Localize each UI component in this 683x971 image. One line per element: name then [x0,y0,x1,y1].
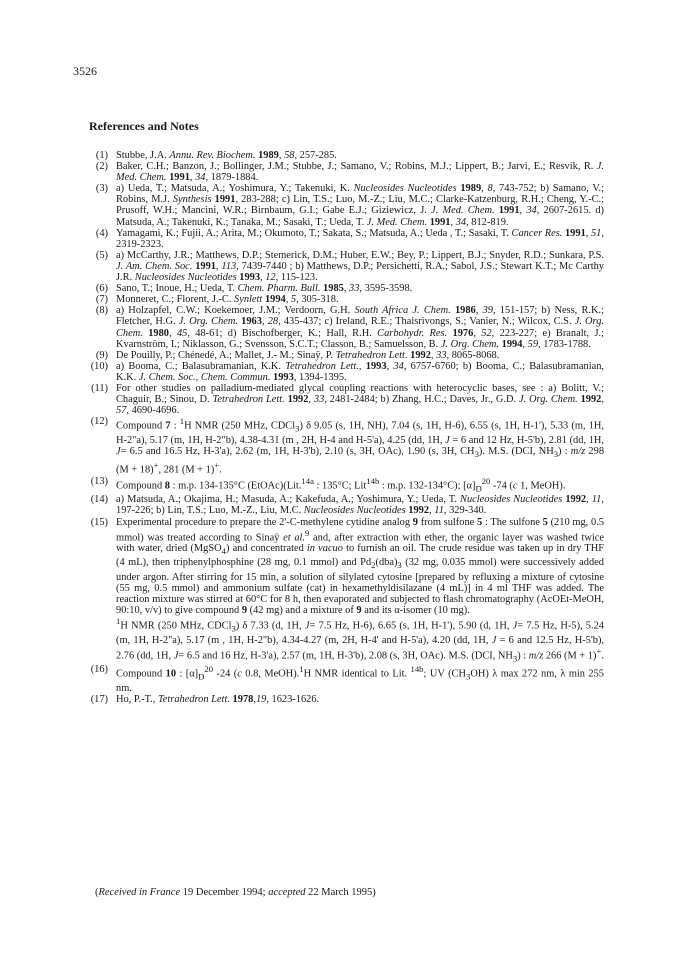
reference-item [89,476,604,495]
reference-paragraph: a) Holzapfel, C.W.; Koekemoer, J.M.; Verdoorn, G.H. South Africa J. Chem. 1986, 39, 151-157; b) Ness, R.K.; Fletcher, H.G. J. Org. Chem. 1963, 28, 435-437; c) Ireland, R.E.; Thaisrivongs, S.; Vanier, N.; Wilcox, C.S. J. Org. Chem. 1980, 45, 48-61; d) Bischofberger, K.; Hall, R.H. Carbohydr. Res. 1976, 52, 223-227; e) Branalt, J.; Kvarnström, I.; Niklasson, G.; Svensson, S.C.T.; Classon, B.; Samuelsson, B. J. Org. Chem. 1994, 59, 1783-1788. [116,305,605,350]
reference-text [116,350,604,361]
reference-text [116,183,604,227]
reference-paragraph: a) Booma, C.; Balasubramanian, K.K. Tetrahedron Lett., 1993, 34, 6757-6760; b) Booma, C.; Balasubramanian, K.K. J. Chem. Soc., Chem. Commun. 1993, 1394-1395. [116,360,604,383]
reference-paragraph: Sano, T.; Inoue, H.; Ueda, T. Chem. Pharm. Bull. 1985, 33, 3595-3598. [116,283,413,295]
reference-paragraph: Monneret, C.; Florent, J.-C. Synlett 1994, 5, 305-318. [116,294,339,306]
section-heading: References and Notes [89,119,199,133]
reference-item [89,283,604,294]
reference-text [116,150,604,161]
reference-number: (14) [90,494,108,506]
reference-item [89,517,604,665]
reference-text [116,416,604,475]
reference-paragraph: a) McCarthy, J.R.; Matthews, D.P.; Stemerick, D.M.; Huber, E.W.; Bey, P.; Lippert, B.J.; Snyder, R.D.; Sunkara, P.S. J. Am. Chem. Soc. 1991, 113, 7439-7440 ; b) Matthews, D.P.; Persichetti, R.A.; Sabol, J.S.; Stewart K.T.; Mc Carthy J.R. Nucleosides Nucleotides 1993, 12, 115-123. [116,249,604,284]
reference-item [89,383,604,416]
reference-item [89,294,604,305]
reference-number: (2) [95,161,108,173]
reference-text [116,305,604,349]
reference-text [116,494,604,516]
reference-paragraph: Experimental procedure to prepare the 2'-C-methylene cytidine analog 9 from sulfone 5 : The sulfone 5 (210 mg, 0.5 mmol) was treated according to Sinaÿ et al.$^9$ and, after extraction with ether, the organic layer was washed twice with water, dried (MgSO$_4$) and concentrated in vacuo to furnish an oil. The crude residue was taken up in dry THF (4 mL), then triphenylphosphine (28 mg, 0.1 mmol) and $Pd_2(dba)_3$ (32 mg, 0.035 mmol) were successively added under argon. After stirring for 15 min, a solution of silylated cytosine [prepared by refluxing a mixture of cytosine (55 mg, 0.5 mmol) and ammonium sulfate (cat) in hexamethyldisilazane (4 mL)] in 4 ml THF was added. The reaction mixture was stirred at 60°C for 8 h, then evaporated and subjected to flash chromatography (AcOEt-MeOH, 90:10, v/v) to give compound 9 (42 mg) and a mixture of 9 and its α-isomer (10 mg). [116,516,604,616]
reference-text [116,161,604,183]
page-number: 3526 [73,64,97,78]
reference-item [89,664,604,694]
reference-text [116,383,604,416]
reference-item [89,161,604,183]
reference-paragraph: Baker, C.H.; Banzon, J.; Bollinger, J.M.; Stubbe, J.; Samano, V.; Robins, M.J.; Lippert, B.; Jarvi, E.; Resvik, R. J. Med. Chem. 1991, 34, 1879-1884. [116,161,604,184]
reference-text [116,283,604,294]
reference-paragraph: De Pouilly, P.; Chénedé, A.; Mallet, J.- M.; Sinaÿ, P. Tetrahedron Lett. 1992, 33, 8065-8068. [116,349,500,361]
reference-number: (1) [95,150,108,161]
reference-item [89,250,604,283]
reference-item [89,361,604,383]
reference-number: (6) [95,283,108,295]
reference-text [116,294,604,305]
reference-number: (15) [90,516,108,528]
reference-number: (12) [90,416,108,428]
reference-paragraph: Compound 10 : $[\alpha]_D^{20}$ -24 (c 0.8, MeOH).$^1$H NMR identical to Lit. $^{14b}$; UV $(CH_3OH)$ λ max 272 nm, λ min 255 nm. [116,664,604,694]
reference-number: (9) [95,349,108,361]
reference-number: (7) [95,294,108,306]
reference-number: (4) [95,227,108,239]
reference-paragraph: Yamagami, K.; Fujii, A.; Arita, M.; Okumoto, T.; Sakata, S.; Matsuda, A.; Ueda , T.; Sasaki, T. Cancer Res. 1991, 51, 2319-2323. [116,227,604,250]
reference-number: (17) [90,694,108,706]
reference-text [116,250,604,283]
reference-item [89,305,604,349]
reference-item [89,150,604,161]
reference-paragraph: Compound 8 : m.p. 134-135°C (EtOAc)(Lit.$^{14a}$ : 135°C; Lit$^{14b}$ : m.p. 132-134°C); $[\alpha]_D^{20}$ -74 (c 1, MeOH). [116,475,566,494]
reference-paragraph: a) Matsuda, A.; Okajima, H.; Masuda, A.; Kakefuda, A.; Yoshimura, Y.; Ueda, T. Nucleosides Nucleotides 1992, 11, 197-226; b) Lin, T.S.; Luo, M.-Z., Liu, M.C. Nucleosides Nucleotides 1992, 11, 329-340. [116,494,604,517]
reference-item [89,350,604,361]
reference-item [89,494,604,516]
reference-paragraph: Stubbe, J.A. Annu. Rev. Biochem. 1989, 58, 257-285. [116,150,337,161]
reference-paragraph: $^1$H NMR (250 MHz, CDCl$_3$) δ 7.33 (d, 1H, J= 7.5 Hz, H-6), 6.65 (s, 1H, H-1'), 5.90 (d, 1H, J= 7.5 Hz, H-5), 5.24 (m, 1H, H-2"a), 5.17 (m , 1H, H-2"b), 4.34-4.27 (m, 2H, H-4' and H-5'a), 4.20 (dd, 1H, J = 6 and 12.5 Hz, H-5'b), 2.76 (dd, 1H, J= 6.5 and 16 Hz, H-3'a), 2.57 (m, 1H, H-3'b), 2.08 (s, 3H, OAc). M.S. (DCI, $NH_3$) : m/z 266 (M + 1)+. [116,615,604,664]
reference-text [116,517,604,665]
reference-text [116,664,604,694]
reference-item [89,228,604,250]
reference-item [89,416,604,475]
reference-number: (11) [91,382,108,394]
reference-number: (10) [90,360,108,372]
reference-number: (16) [90,664,108,676]
reference-text [116,476,604,495]
reference-paragraph: For other studies on palladium-mediated glycal coupling reactions with heterocyclic bases, see : a) Bolitt, V.; Chaguir, B.; Sinou, D. Tetrahedron Lett. 1992, 33, 2481-2484; b) Zhang, H.C.; Daves, Jr., G.D. J. Org. Chem. 1992, 57, 4690-4696. [116,382,604,417]
reference-number: (3) [95,183,108,195]
reference-paragraph: Compound 7 : $^1$H NMR (250 MHz, CDCl$_3$) δ 9.05 (s, 1H, NH), 7.04 (s, 1H, H-6), 6.55 (s, 1H, H-1'), 5.33 (m, 1H, H-2"a), 5.17 (m, 1H, H-2"b), 4.38-4.31 (m , 2H, H-4 and H-5'a), 4.25 (dd, 1H, J = 6 and 12 Hz, H-5'b), 2.81 (dd, 1H, J= 6.5 and 16.5 Hz, H-3'a), 2.62 (m, 1H, H-3'b), 2.10 (s, 3H, OAc), 1.90 (s, 3H, $CH_3$). M.S. (DCI, $NH_3$) : m/z 298 (M + 18)+, 281 (M + 1)+. [116,416,605,476]
reference-text [116,361,604,383]
reference-item [89,694,604,705]
reference-paragraph: Ho, P.-T., Tetrahedron Lett. 1978,19, 1623-1626. [116,694,320,706]
reference-text [116,694,604,705]
reference-number: (13) [90,475,108,487]
reference-number: (8) [95,305,108,317]
reference-list [89,150,604,705]
received-accepted-note: (Received in France 19 December 1994; accepted 22 March 1995) [95,887,376,898]
reference-number: (5) [95,249,108,261]
reference-paragraph: a) Ueda, T.; Matsuda, A.; Yoshimura, Y.; Takenuki, K. Nucleosides Nucleotides 1989, 8, 743-752; b) Samano, V.; Robins, M.J. Synthesis 1991, 283-288; c) Lin, T.S.; Luo, M.-Z.; Liu, M.C.; Clarke-Katzenburg, R.H.; Cheng, Y.-C.; Prusoff, W.H.; Mancini, W.R.; Birnbaum, G.I.; Gabe E.J.; Giziewicz, J. J. Med. Chem. 1991, 34, 2607-2615. d) Matsuda, A.; Takenuki, K.; Tanaka, M.; Sasaki, T.; Ueda, T. J. Med. Chem. 1991, 34, 812-819. [116,183,604,228]
reference-item [89,183,604,227]
reference-text [116,228,604,250]
